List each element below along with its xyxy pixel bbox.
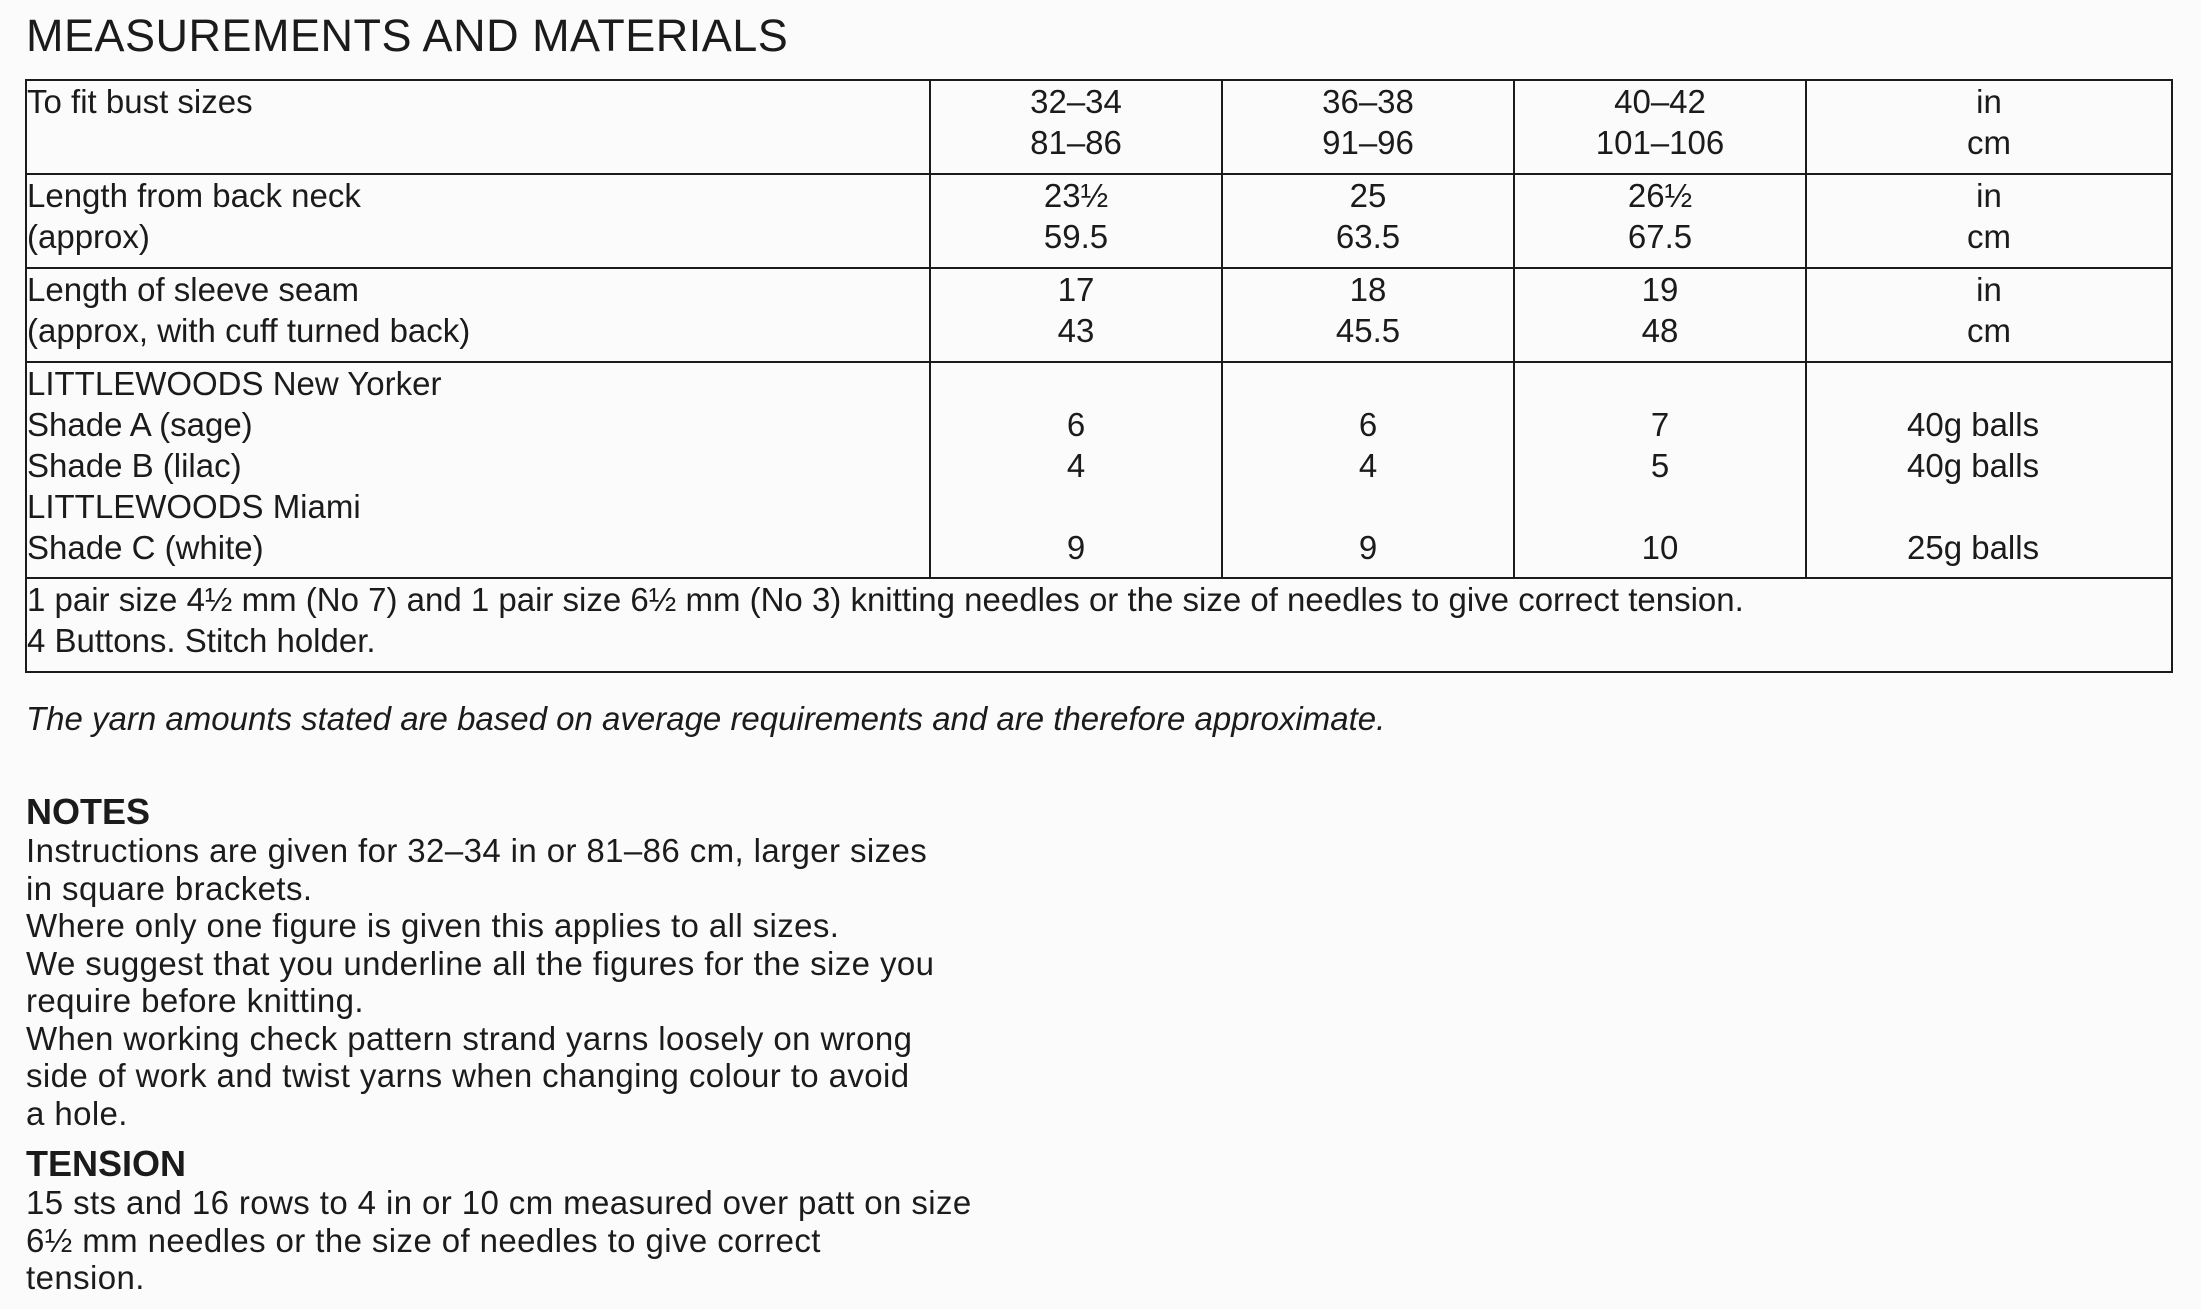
- shade-a-balls: 6: [1358, 406, 1378, 443]
- value-cm: 101–106: [1595, 124, 1725, 161]
- unit-cell: [1806, 268, 2172, 362]
- label-line: Length of sleeve seam: [27, 271, 360, 308]
- size-cell-medium: [1222, 80, 1514, 174]
- row-label: [26, 174, 930, 268]
- yarn-amount-note: The yarn amounts stated are based on average requirements and are therefore approximate.: [26, 700, 1386, 737]
- notes-text: [26, 832, 934, 1132]
- needles-line: 1 pair size 4½ mm (No 7) and 1 pair size 6½ mm (No 3) knitting needles or the size of needles to give correct tension.: [27, 581, 1744, 618]
- unit-cm: cm: [1967, 124, 2011, 161]
- shade-a-balls: 7: [1650, 406, 1670, 443]
- value-in: 18: [1349, 271, 1387, 308]
- needles-cell: [26, 578, 2172, 672]
- table-row-yarn: [26, 362, 2172, 578]
- notes-line: When working check pattern strand yarns loosely on wrong: [26, 1019, 913, 1057]
- table-row-bust: [26, 80, 2172, 174]
- notes-line: We suggest that you underline all the figures for the size you: [26, 944, 935, 982]
- shade-c-balls: 9: [1358, 529, 1378, 566]
- notes-line: Where only one figure is given this applies to all sizes.: [26, 907, 840, 944]
- value-cm: 63.5: [1335, 218, 1401, 255]
- unit-cell: [1806, 80, 2172, 174]
- unit-cell: [1806, 362, 2172, 578]
- shade-b-balls: 4: [1358, 447, 1378, 484]
- label-line: Shade A (sage): [27, 406, 253, 443]
- table-row-sleeve: [26, 268, 2172, 362]
- value-in: 36–38: [1322, 83, 1414, 120]
- size-cell-small: [930, 174, 1222, 268]
- size-cell-medium: [1222, 268, 1514, 362]
- size-cell-large: [1514, 362, 1806, 578]
- tension-text: [26, 1184, 972, 1297]
- unit-in: in: [1976, 271, 2002, 308]
- label-line: Length from back neck: [27, 177, 361, 214]
- notes-line: a hole.: [26, 1094, 128, 1132]
- size-cell-large: [1514, 174, 1806, 268]
- shade-b-balls: 4: [1066, 447, 1086, 484]
- value-cm: 81–86: [1030, 124, 1122, 161]
- unit-shade-a: 40g balls: [1907, 406, 2040, 443]
- notes-line: side of work and twist yarns when changing colour to avoid: [26, 1057, 910, 1094]
- label-line: LITTLEWOODS New Yorker: [27, 365, 442, 402]
- size-cell-medium: [1222, 174, 1514, 268]
- value-cm: 59.5: [1043, 218, 1109, 255]
- notes-line: Instructions are given for 32–34 in or 81–86 cm, larger sizes: [26, 832, 928, 869]
- value-in: 17: [1057, 271, 1095, 308]
- label-line: Shade C (white): [27, 529, 264, 566]
- notes-line: require before knitting.: [26, 982, 364, 1019]
- label-line: Shade B (lilac): [27, 447, 242, 484]
- notions-line: 4 Buttons. Stitch holder.: [27, 622, 376, 659]
- row-label: [26, 268, 930, 362]
- size-cell-large: [1514, 80, 1806, 174]
- table-row-length: [26, 174, 2172, 268]
- size-cell-medium: [1222, 362, 1514, 578]
- row-label: [26, 362, 930, 578]
- value-in: 40–42: [1614, 83, 1706, 120]
- value-in: 25: [1349, 177, 1387, 214]
- label-line: (approx, with cuff turned back): [27, 312, 471, 349]
- unit-in: in: [1976, 177, 2002, 214]
- value-cm: 67.5: [1627, 218, 1693, 255]
- value-in: 26½: [1627, 177, 1693, 214]
- value-cm: 91–96: [1322, 124, 1414, 161]
- shade-c-balls: 10: [1641, 529, 1679, 566]
- label-line: LITTLEWOODS Miami: [27, 488, 361, 525]
- tension-line: 6½ mm needles or the size of needles to give correct: [26, 1221, 821, 1259]
- notes-heading: NOTES: [26, 791, 151, 832]
- measurements-table: [25, 79, 2173, 673]
- unit-cm: cm: [1967, 312, 2011, 349]
- unit-in: in: [1976, 83, 2002, 120]
- value-in: 23½: [1043, 177, 1109, 214]
- size-cell-small: [930, 80, 1222, 174]
- value-cm: 48: [1641, 312, 1679, 349]
- shade-b-balls: 5: [1650, 447, 1670, 484]
- unit-shade-c: 25g balls: [1907, 529, 2040, 566]
- tension-line: tension.: [26, 1259, 145, 1296]
- table-row-needles: [26, 578, 2172, 672]
- notes-line: in square brackets.: [26, 869, 313, 907]
- unit-shade-b: 40g balls: [1907, 447, 2040, 484]
- unit-cm: cm: [1967, 218, 2011, 255]
- value-in: 19: [1641, 271, 1679, 308]
- tension-heading: TENSION: [26, 1143, 187, 1184]
- tension-line: 15 sts and 16 rows to 4 in or 10 cm measured over patt on size: [26, 1184, 972, 1221]
- row-label: [26, 80, 930, 174]
- value-in: 32–34: [1030, 83, 1122, 120]
- size-cell-large: [1514, 268, 1806, 362]
- size-cell-small: [930, 362, 1222, 578]
- size-cell-small: [930, 268, 1222, 362]
- section-title: MEASUREMENTS AND MATERIALS: [26, 10, 789, 61]
- shade-a-balls: 6: [1066, 406, 1086, 443]
- unit-cell: [1806, 174, 2172, 268]
- value-cm: 45.5: [1335, 312, 1401, 349]
- value-cm: 43: [1057, 312, 1095, 349]
- label-line: (approx): [27, 218, 150, 255]
- shade-c-balls: 9: [1066, 529, 1086, 566]
- label-line: To fit bust sizes: [27, 83, 253, 120]
